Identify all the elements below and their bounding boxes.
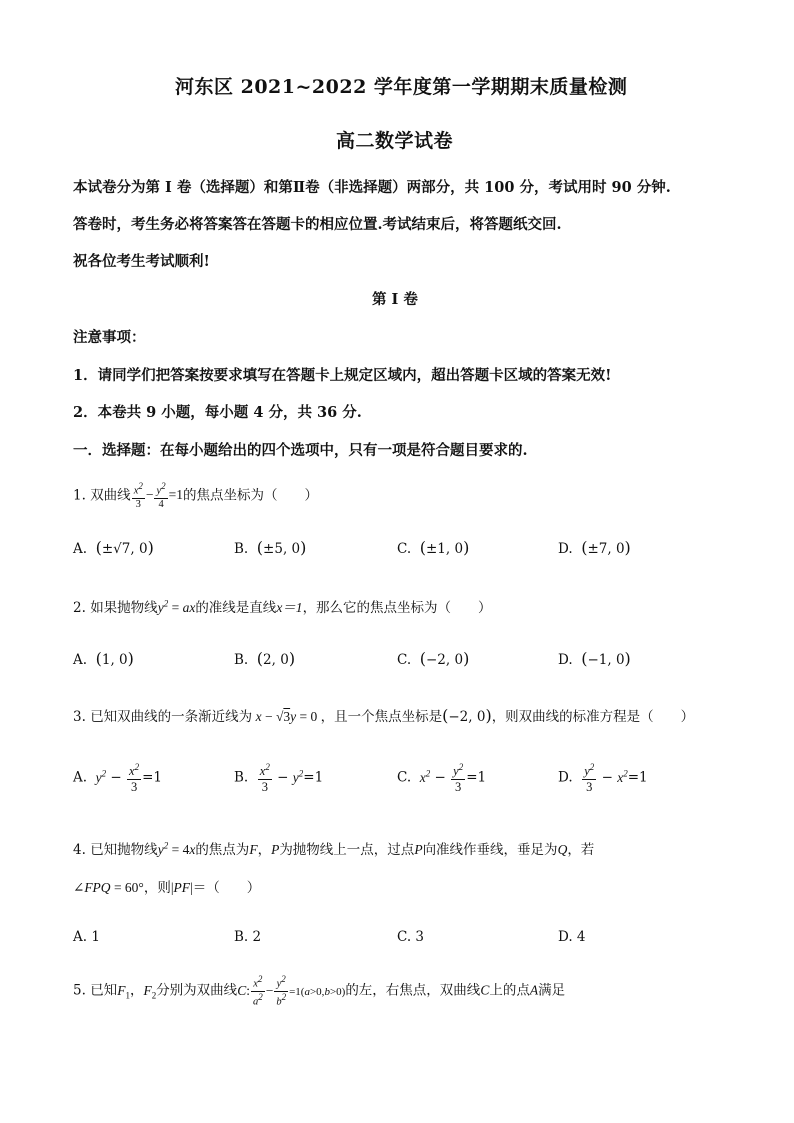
q4-option-a: A. 1: [73, 929, 100, 945]
q2-option-b: B. (2, 0): [234, 649, 296, 668]
q5-equation: C: $\frac{x^2}{a^2}$ − $\frac{y^2}{b^2}$ =1(a>0,b>0): [237, 974, 346, 1008]
question-2: [73, 596, 492, 616]
q1-option-a: A. (±√7, 0): [73, 538, 154, 557]
q2-directrix: x＝1: [276, 600, 303, 615]
q2-option-a: A. (1, 0): [73, 649, 134, 668]
page-subtitle: 高二数学试卷: [336, 130, 454, 152]
q2-option-d: D. (−1, 0): [558, 649, 631, 668]
q1-option-b: B. (±5, 0): [234, 538, 307, 557]
question-5: 5. 已知$F_1$，$F_2$分别为双曲线C: $\frac{x^2}{a^2}$ − $\frac{y^2}{b^2}$ =1(a>0,b>0)的左，右焦点，双曲线C上的点A满足: [73, 974, 566, 1008]
notice-2: 2．本卷共 9 小题，每小题 4 分，共 36 分.: [73, 404, 362, 421]
q1-option-c: C. (±1, 0): [397, 538, 470, 557]
q3-option-a: A. $y^2$ − $\frac{x^2}{3}$ =1: [73, 762, 162, 794]
q2-text-post: ，那么它的焦点坐标为（ ）: [302, 600, 492, 616]
question-4: 4. 已知抛物线$y^2 = 4x$的焦点为F，P为抛物线上一点，过点P向准线作垂线，垂足为Q，若: [73, 840, 595, 858]
q4-text-mid3: 向准线作垂线，垂足为: [422, 842, 558, 858]
q5-number: 5.: [73, 982, 86, 999]
q4-line-2: ∠FPQ = 60°，则|PF|＝（ ）: [73, 880, 261, 896]
q2-text-pre: 如果抛物线: [90, 600, 158, 616]
q3-option-d: D. $\frac{y^2}{3}$ − $x^2=1$: [558, 762, 648, 794]
q5-text-pre: 已知: [90, 982, 118, 999]
question-3: 3. 已知双曲线的一条渐近线为 x − √3y = 0 ，且一个焦点坐标是(−2, 0)，则双曲线的标准方程是（ ）: [73, 706, 695, 725]
q4-option-c: C. 3: [397, 929, 425, 945]
q4-angle: ∠FPQ = 60°: [73, 880, 144, 895]
q4-text-pre: 已知抛物线: [90, 842, 158, 858]
q2-equation: $y^2$ = ax: [157, 598, 196, 615]
q1-text-pre: 双曲线: [90, 487, 131, 504]
notice-title: 注意事项：: [73, 329, 146, 346]
intro-line-1: 本试卷分为第 I 卷（选择题）和第Ⅱ卷（非选择题）两部分，共 100 分，考试用时 90 分钟.: [73, 179, 671, 196]
q5-text-post: 的左，右焦点，双曲线: [345, 982, 481, 999]
question-1: [73, 482, 318, 511]
q4-text-post: ，若: [567, 842, 595, 858]
q3-option-c: C. $x^2$ − $\frac{y^2}{3}$ =1: [397, 762, 487, 794]
q4-text-mid2: 为抛物线上一点，过点: [279, 842, 415, 858]
section-heading: 一．选择题：在每小题给出的四个选项中，只有一项是符合题目要求的.: [73, 442, 528, 459]
q4-equation: $y^2 = 4x$: [157, 840, 196, 857]
q2-number: 2.: [73, 600, 86, 616]
notice-1: 1．请同学们把答案按要求填写在答题卡上规定区域内，超出答题卡区域的答案无效!: [73, 367, 612, 384]
q3-asymptote: x − √3y = 0: [252, 709, 318, 724]
q4-option-b: B. 2: [234, 929, 262, 945]
intro-line-2: 答卷时，考生务必将答案答在答题卡的相应位置.考试结束后，将答题纸交回.: [73, 216, 562, 233]
q1-number: 1.: [73, 487, 86, 504]
q2-option-c: C. (−2, 0): [397, 649, 470, 668]
q1-text-post: 的焦点坐标为（ ）: [183, 487, 319, 504]
q3-text-pre: 已知双曲线的一条渐近线为: [90, 709, 253, 725]
intro-line-3: 祝各位考生考试顺利!: [73, 253, 210, 270]
q3-text-post: ，则双曲线的标准方程是（ ）: [491, 709, 695, 725]
q1-equation: $\frac{x^2}{3}$ − $\frac{y^2}{4}$ =1: [133, 481, 184, 510]
q3-number: 3.: [73, 709, 86, 725]
page-title: 河东区 2021~2022 学年度第一学期期末质量检测: [175, 76, 628, 98]
q2-text-mid: 的准线是直线: [195, 600, 277, 616]
q3-option-b: B. $\frac{x^2}{3}$ − $y^2=1$: [234, 762, 324, 794]
q4-text-mid1: 的焦点为: [195, 842, 250, 858]
q4-number: 4.: [73, 842, 86, 858]
q5-text-mid: 分别为双曲线: [156, 982, 238, 999]
q3-text-mid: ，且一个焦点坐标是: [320, 709, 443, 725]
q1-option-d: D. (±7, 0): [558, 538, 631, 557]
part-heading: 第 I 卷: [372, 291, 418, 308]
q4-option-d: D. 4: [558, 929, 586, 945]
q3-focus: −2, 0: [448, 709, 486, 725]
